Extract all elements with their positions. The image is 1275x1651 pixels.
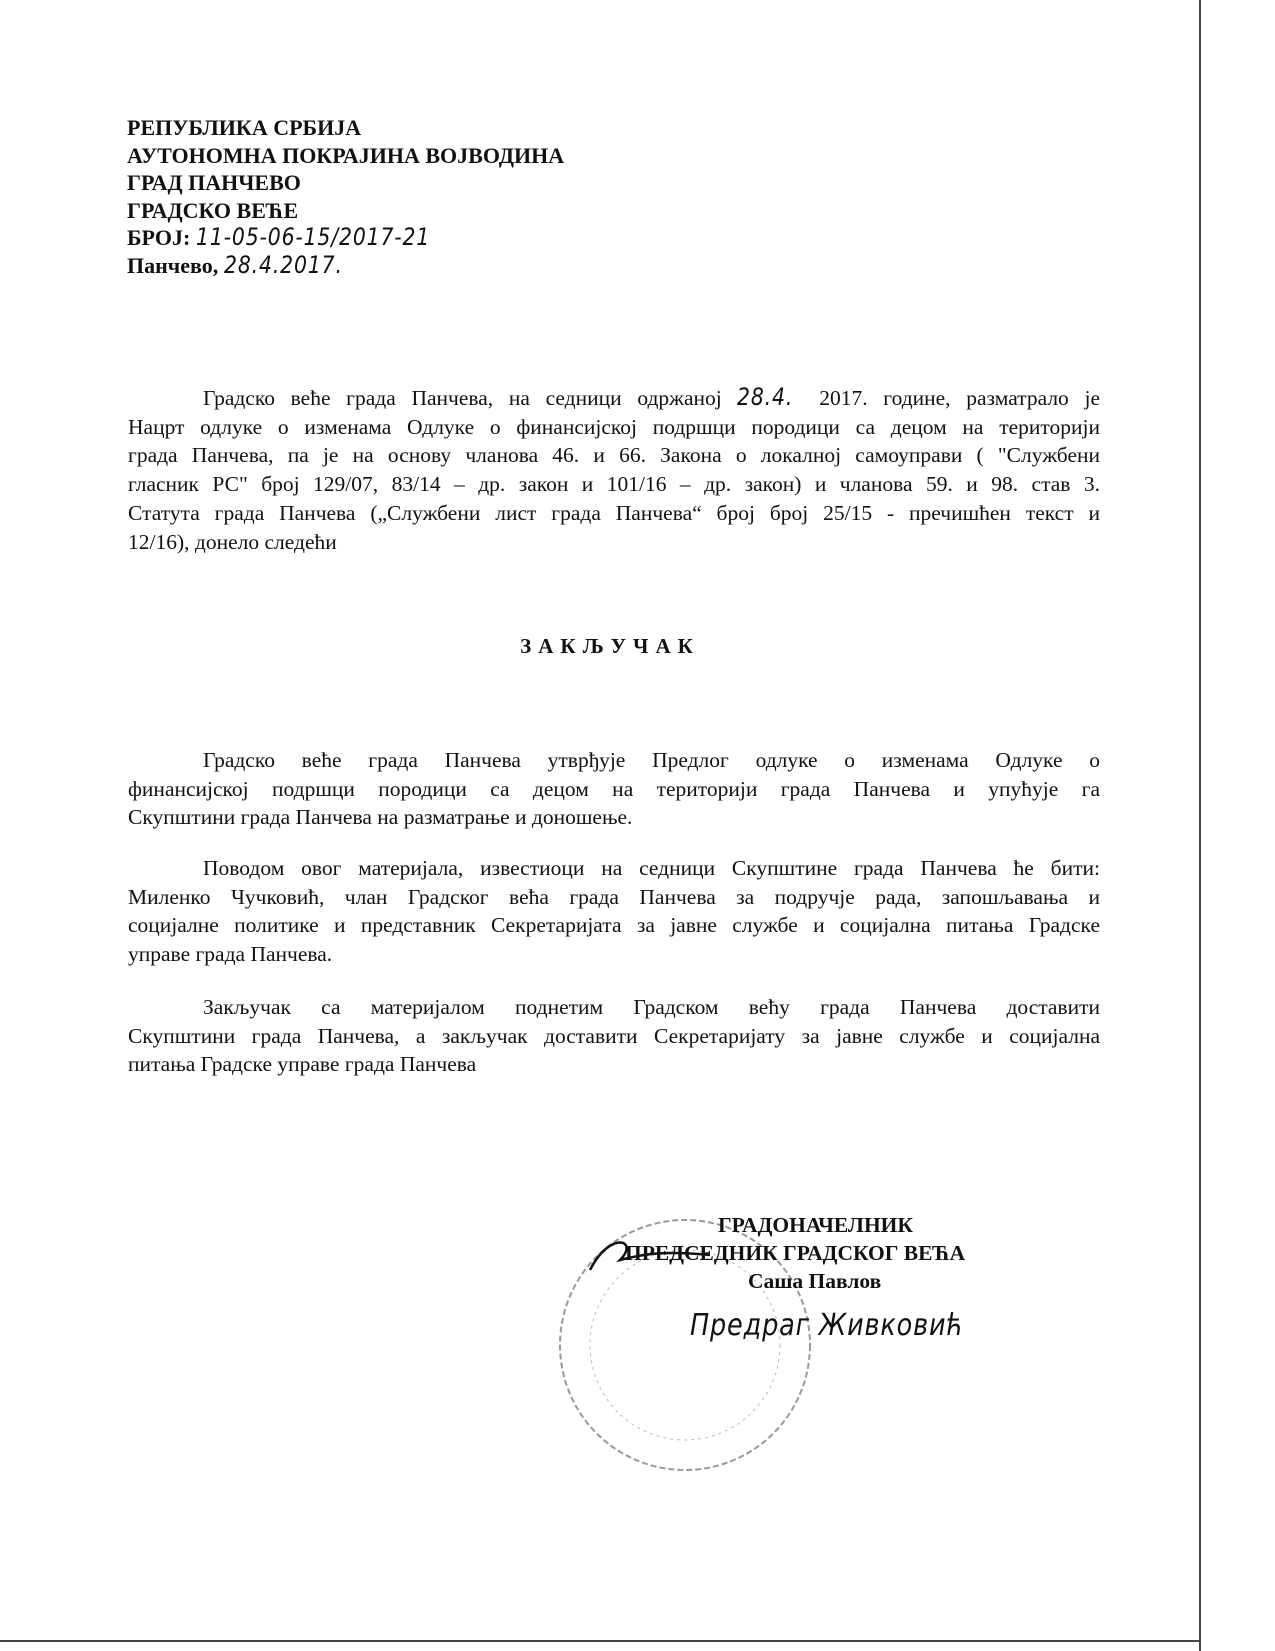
text-line: Поводом овог материјала, известиоци на седници Скупштине града Панчева ће бити:: [203, 856, 1100, 880]
handwritten-session-date: 28.4.: [737, 383, 794, 411]
text-line: Градско веће града Панчева утврђује Предлог одлуке о изменама Одлуке о: [203, 748, 1100, 772]
signature-title-mayor: ГРАДОНАЧЕЛНИК: [718, 1213, 913, 1237]
text-line: града Панчева, па је на основу чланова 46. и 66. Закона о локалној самоуправи ( "Службени: [128, 443, 1100, 468]
text-line: Миленко Чучковић, члан Градског већа града Панчева за подручје рада, запошљавања и: [128, 884, 1100, 909]
text-line: Статута града Панчева („Службени лист града Панчева“ број број 25/15 - пречишћен текст и: [128, 500, 1100, 525]
signature-title-president: ПРЕДСЕДНИК ГРАДСКОГ ВЕЋА: [625, 1241, 966, 1265]
text-line: Нацрт одлуке о изменама Одлуке о финансијској подршци породици са децом на територији: [128, 414, 1100, 439]
document-number: БРОЈ: 11-05-06-15/2017-21: [127, 223, 430, 251]
document-title: ЗАКЉУЧАК: [520, 634, 700, 658]
signatory-name: Саша Павлов: [748, 1269, 882, 1293]
text-line: 12/16), донело следећи: [128, 529, 337, 554]
scan-border-right: [1199, 0, 1201, 1651]
text-line: питања Градске управе града Панчева: [128, 1052, 477, 1077]
text-line: Скупштини града Панчева, а закључак доставити Секретаријату за јавне службе и социјална: [128, 1023, 1100, 1048]
document-header: [127, 114, 564, 279]
header-line: ГРАД ПАНЧЕВО: [127, 170, 301, 195]
body-paragraph: [128, 854, 1100, 969]
body-paragraph: [128, 746, 1100, 832]
text-line: Закључак са материјалом поднетим Градском већу града Панчева доставити: [203, 995, 1100, 1019]
text-line: Скупштини града Панчева на разматрање и доношење.: [128, 805, 633, 830]
handwritten-date: 28.4.2017.: [223, 250, 343, 279]
intro-paragraph: [128, 383, 1100, 556]
handwritten-signature: Предраг Живковић: [690, 1308, 964, 1343]
header-line: АУТОНОМНА ПОКРАЈИНА ВОЈВОДИНА: [127, 142, 565, 168]
text-line: управе града Панчева.: [128, 942, 333, 967]
text-line: гласник РС" број 129/07, 83/14 – др. закон и 101/16 – др. закон) и чланова 59. и 98. став 3.: [128, 472, 1100, 497]
text-line: Градско веће града Панчева, на седници одржаној 28.4. 2017. године, разматрало је: [203, 383, 1100, 411]
scan-border-bottom: [0, 1640, 1201, 1642]
handwritten-number: 11-05-06-15/2017-21: [195, 223, 430, 251]
text-line: социјалне политике и представник Секретаријата за јавне службе и социјална питања Градске: [128, 913, 1100, 938]
body-paragraph: [128, 993, 1100, 1079]
text-line: финансијској подршци породици са децом на територији града Панчева и упућује га: [128, 776, 1100, 801]
header-line: ГРАДСКО ВЕЋЕ: [127, 197, 299, 223]
document-place-date: Панчево, 28.4.2017.: [127, 250, 343, 279]
header-line: РЕПУБЛИКА СРБИЈА: [127, 115, 362, 140]
